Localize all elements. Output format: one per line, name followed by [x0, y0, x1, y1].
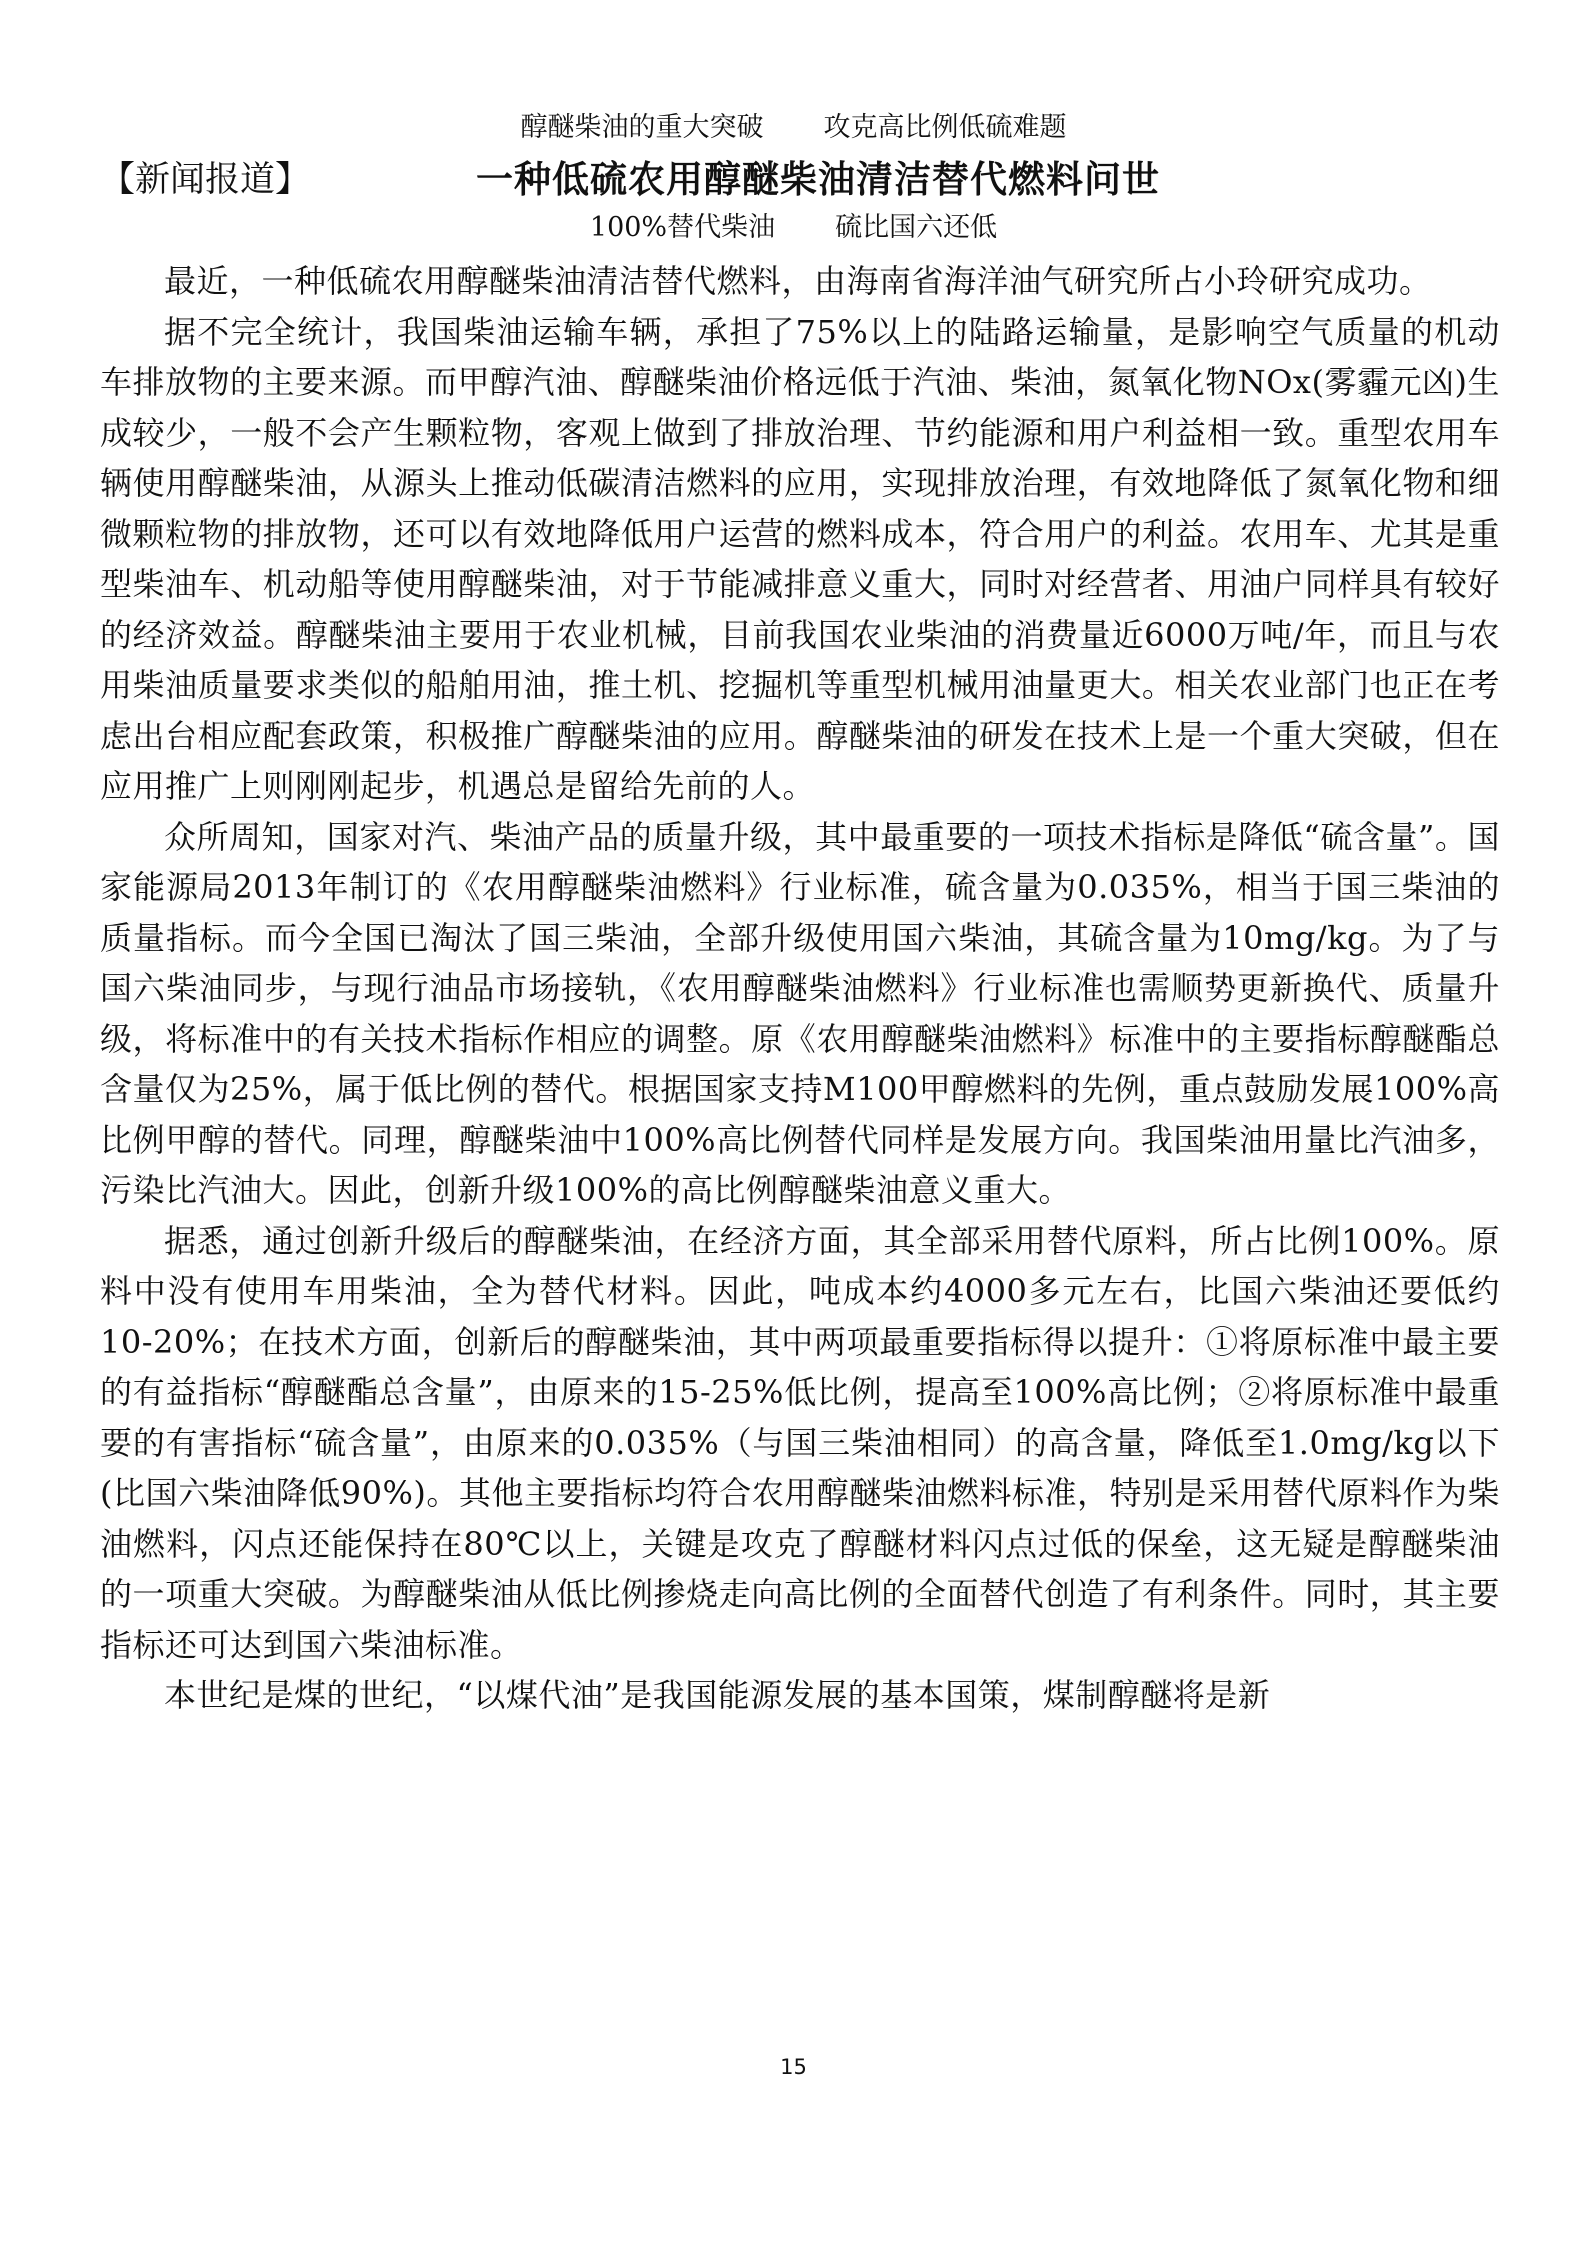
paragraph-5: 本世纪是煤的世纪，“以煤代油”是我国能源发展的基本国策，煤制醇醚将是新 — [164, 1676, 1271, 1714]
paragraph-1: 最近，一种低硫农用醇醚柴油清洁替代燃料，由海南省海洋油气研究所占小玲研究成功。 — [164, 262, 1432, 300]
subhead-right: 硫比国六还低 — [835, 212, 998, 243]
paragraph-4: 据悉，通过创新升级后的醇醚柴油，在经济方面，其全部采用替代原料，所占比例100%。原料中没有使用车用柴油，全为替代材料。因此，吨成本约4000多元左右，比国六柴油还要低约10-20%；在技术方面，创新后的醇醚柴油，其中两项最重要指标得以提升：①将原标准中最主要的有益指标“醇醚酯总含量”，由原来的15-25%低比例，提高至100%高比例；②将原标准中最重要的有害指标“硫含量”，由原来的0.035%（与国三柴油相同）的高含量，降低至1.0mg/kg以下(比国六柴油降低90%)。其他主要指标均符合农用醇醚柴油燃料标准，特别是采用替代原料作为柴油燃料，闪点还能保持在80℃以上，关键是攻克了醇醚材料闪点过低的保垒，这无疑是醇醚柴油的一项重大突破。为醇醚柴油从低比例掺烧走向高比例的全面替代创造了有利条件。同时，其主要指标还可达到国六柴油标准。 — [100, 1221, 1500, 1664]
article-body — [100, 256, 1500, 1721]
kicker-left: 醇醚柴油的重大突破 — [520, 112, 764, 143]
subhead-left: 100%替代柴油 — [589, 212, 776, 243]
paragraph-3: 众所周知，国家对汽、柴油产品的质量升级，其中最重要的一项技术指标是降低“硫含量”。国家能源局2013年制订的《农用醇醚柴油燃料》行业标准，硫含量为0.035%，相当于国三柴油的质量指标。而今全国已淘汰了国三柴油，全部升级使用国六柴油，其硫含量为10mg/kg。为了与国六柴油同步，与现行油品市场接轨，《农用醇醚柴油燃料》行业标准也需顺势更新换代、质量升级，将标准中的有关技术指标作相应的调整。原《农用醇醚柴油燃料》标准中的主要指标醇醚酯总含量仅为25%，属于低比例的替代。根据国家支持M100甲醇燃料的先例，重点鼓励发展100%高比例甲醇的替代。同理，醇醚柴油中100%高比例替代同样是发展方向。我国柴油用量比汽油多，污染比汽油大。因此，创新升级100%的高比例醇醚柴油意义重大。 — [100, 817, 1500, 1209]
kicker-line — [0, 108, 1587, 148]
section-tag: 【新闻报道】 — [100, 160, 311, 200]
subhead-line — [0, 208, 1587, 248]
paragraph-2: 据不完全统计，我国柴油运输车辆，承担了75%以上的陆路运输量，是影响空气质量的机动车排放物的主要来源。而甲醇汽油、醇醚柴油价格远低于汽油、柴油，氮氧化物NOx(雾霾元凶)生成较少，一般不会产生颗粒物，客观上做到了排放治理、节约能源和用户利益相一致。重型农用车辆使用醇醚柴油，从源头上推动低碳清洁燃料的应用，实现排放治理，有效地降低了氮氧化物和细微颗粒物的排放物，还可以有效地降低用户运营的燃料成本，符合用户的利益。农用车、尤其是重型柴油车、机动船等使用醇醚柴油，对于节能减排意义重大，同时对经营者、用油户同样具有较好的经济效益。醇醚柴油主要用于农业机械，目前我国农业柴油的消费量近6000万吨/年，而且与农用柴油质量要求类似的船舶用油，推土机、挖掘机等重型机械用油量更大。相关农业部门也正在考虑出台相应配套政策，积极推广醇醚柴油的应用。醇醚柴油的研发在技术上是一个重大突破，但在应用推广上则刚刚起步，机遇总是留给先前的人。 — [100, 312, 1500, 805]
title-row — [100, 152, 1500, 208]
page-number: 15 — [780, 2055, 807, 2079]
headline: 一种低硫农用醇醚柴油清洁替代燃料问世 — [476, 158, 1160, 201]
kicker-right: 攻克高比例低硫难题 — [823, 112, 1067, 143]
